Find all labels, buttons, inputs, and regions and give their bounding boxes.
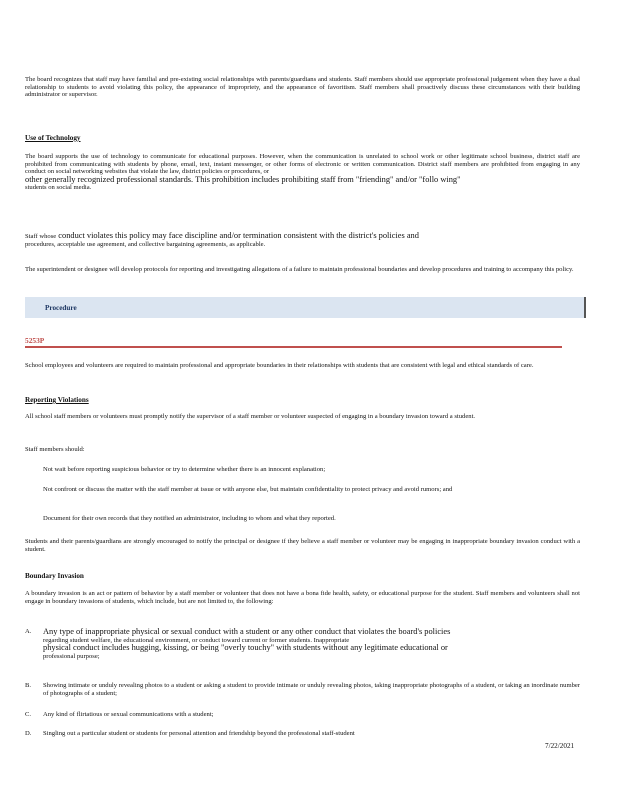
boundary-paragraph: A boundary invasion is an act or pattern of behavior by a staff member or volunteer that does not have a bona fide health, safety, or educational purpose for the student. Staff members and volunteers shall not engage in boundary invasions of students, which include, but are not limited to, the following: [25,590,580,605]
footer-date: 7/22/2021 [545,742,575,750]
list-item: A. Any type of inappropriate physical or sexual conduct with a student or any other conduct that violates the board's policies regarding student welfare, the educational environment, or conduct toward current or former students. Inappropriate physical conduct includes hugging, kissing, or being "overly touchy" with students without any legitimate educational or professional purpose; [25,627,451,660]
heading-boundary-invasion: Boundary Invasion [25,572,84,580]
procedure-label: Procedure [45,304,77,312]
list-item: D. Singling out a particular student or students for personal attention and friendship beyond the professional staff-student [25,730,355,737]
students-paragraph: Students and their parents/guardians are strongly encouraged to notify the principal or designee if they believe a staff member or volunteer may be engaging in inappropriate boundary invasion conduct with a student. [25,538,580,553]
superintendent-paragraph: The superintendent or designee will develop protocols for reporting and investigating allegations of a failure to maintain professional boundaries and develop procedures and training to accompany this policy. [25,266,574,273]
intro-paragraph: The board recognizes that staff may have familial and pre-existing social relationships with parents/guardians and students. Staff members should use appropriate professional judgement when they have a dual relationship to students to avoid violating this policy, the appearance of impropriety, and the appearance of favoritism. Staff members shall proactively discuss these circumstances with their building administrator or supervisor. [25,76,580,99]
list-item: B. Showing intimate or unduly revealing photos to a student or asking a student to provide intimate or unduly revealing photos, taking inappropriate photographs of a student, or taking an inordinate number of photographs of a student; [25,682,580,697]
staff-should-label: Staff members should: [25,446,85,453]
reporting-paragraph: All school staff members or volunteers must promptly notify the supervisor of a staff member or volunteer suspected of engaging in a boundary invasion toward a student. [25,413,476,420]
procedure-code: 5253P [25,336,45,345]
list-item: C. Any kind of flirtatious or sexual communications with a student; [25,711,214,718]
discipline-paragraph: Staff whose conduct violates this policy may face discipline and/or termination consistent with the district's policies and procedures, acceptable use agreement, and collective bargaining agreements, as applicable. [25,231,419,248]
list-item: Not confront or discuss the matter with the staff member at issue or with anyone else, but maintain confidentiality to protect privacy and avoid rumors; and [43,486,453,493]
list-item: Document for their own records that they notified an administrator, including to whom and what they reported. [43,515,336,522]
heading-reporting-violations: Reporting Violations [25,396,89,404]
procedure-paragraph: School employees and volunteers are required to maintain professional and appropriate boundaries in their relationships with students that are consistent with legal and ethical standards of care. [25,362,534,369]
procedure-banner [25,297,586,318]
section-divider [25,346,562,348]
list-item: Not wait before reporting suspicious behavior or try to determine whether there is an innocent explanation; [43,466,326,473]
technology-paragraph: The board supports the use of technology to communicate for educational purposes. However, when the communication is unrelated to school work or other legitimate school business, district staff are prohibited from communicating with students by phone, email, text, instant messenger, or other forms of electronic or written communication. District staff members are prohibited from engaging in any conduct on social networking websites that violate the law, district policies or procedures, or other generally recognized professional standards. This prohibition includes prohibiting staff from "friending" and/or "follo wing" students on social media. [25,153,580,192]
heading-use-of-technology: Use of Technology [25,134,81,142]
